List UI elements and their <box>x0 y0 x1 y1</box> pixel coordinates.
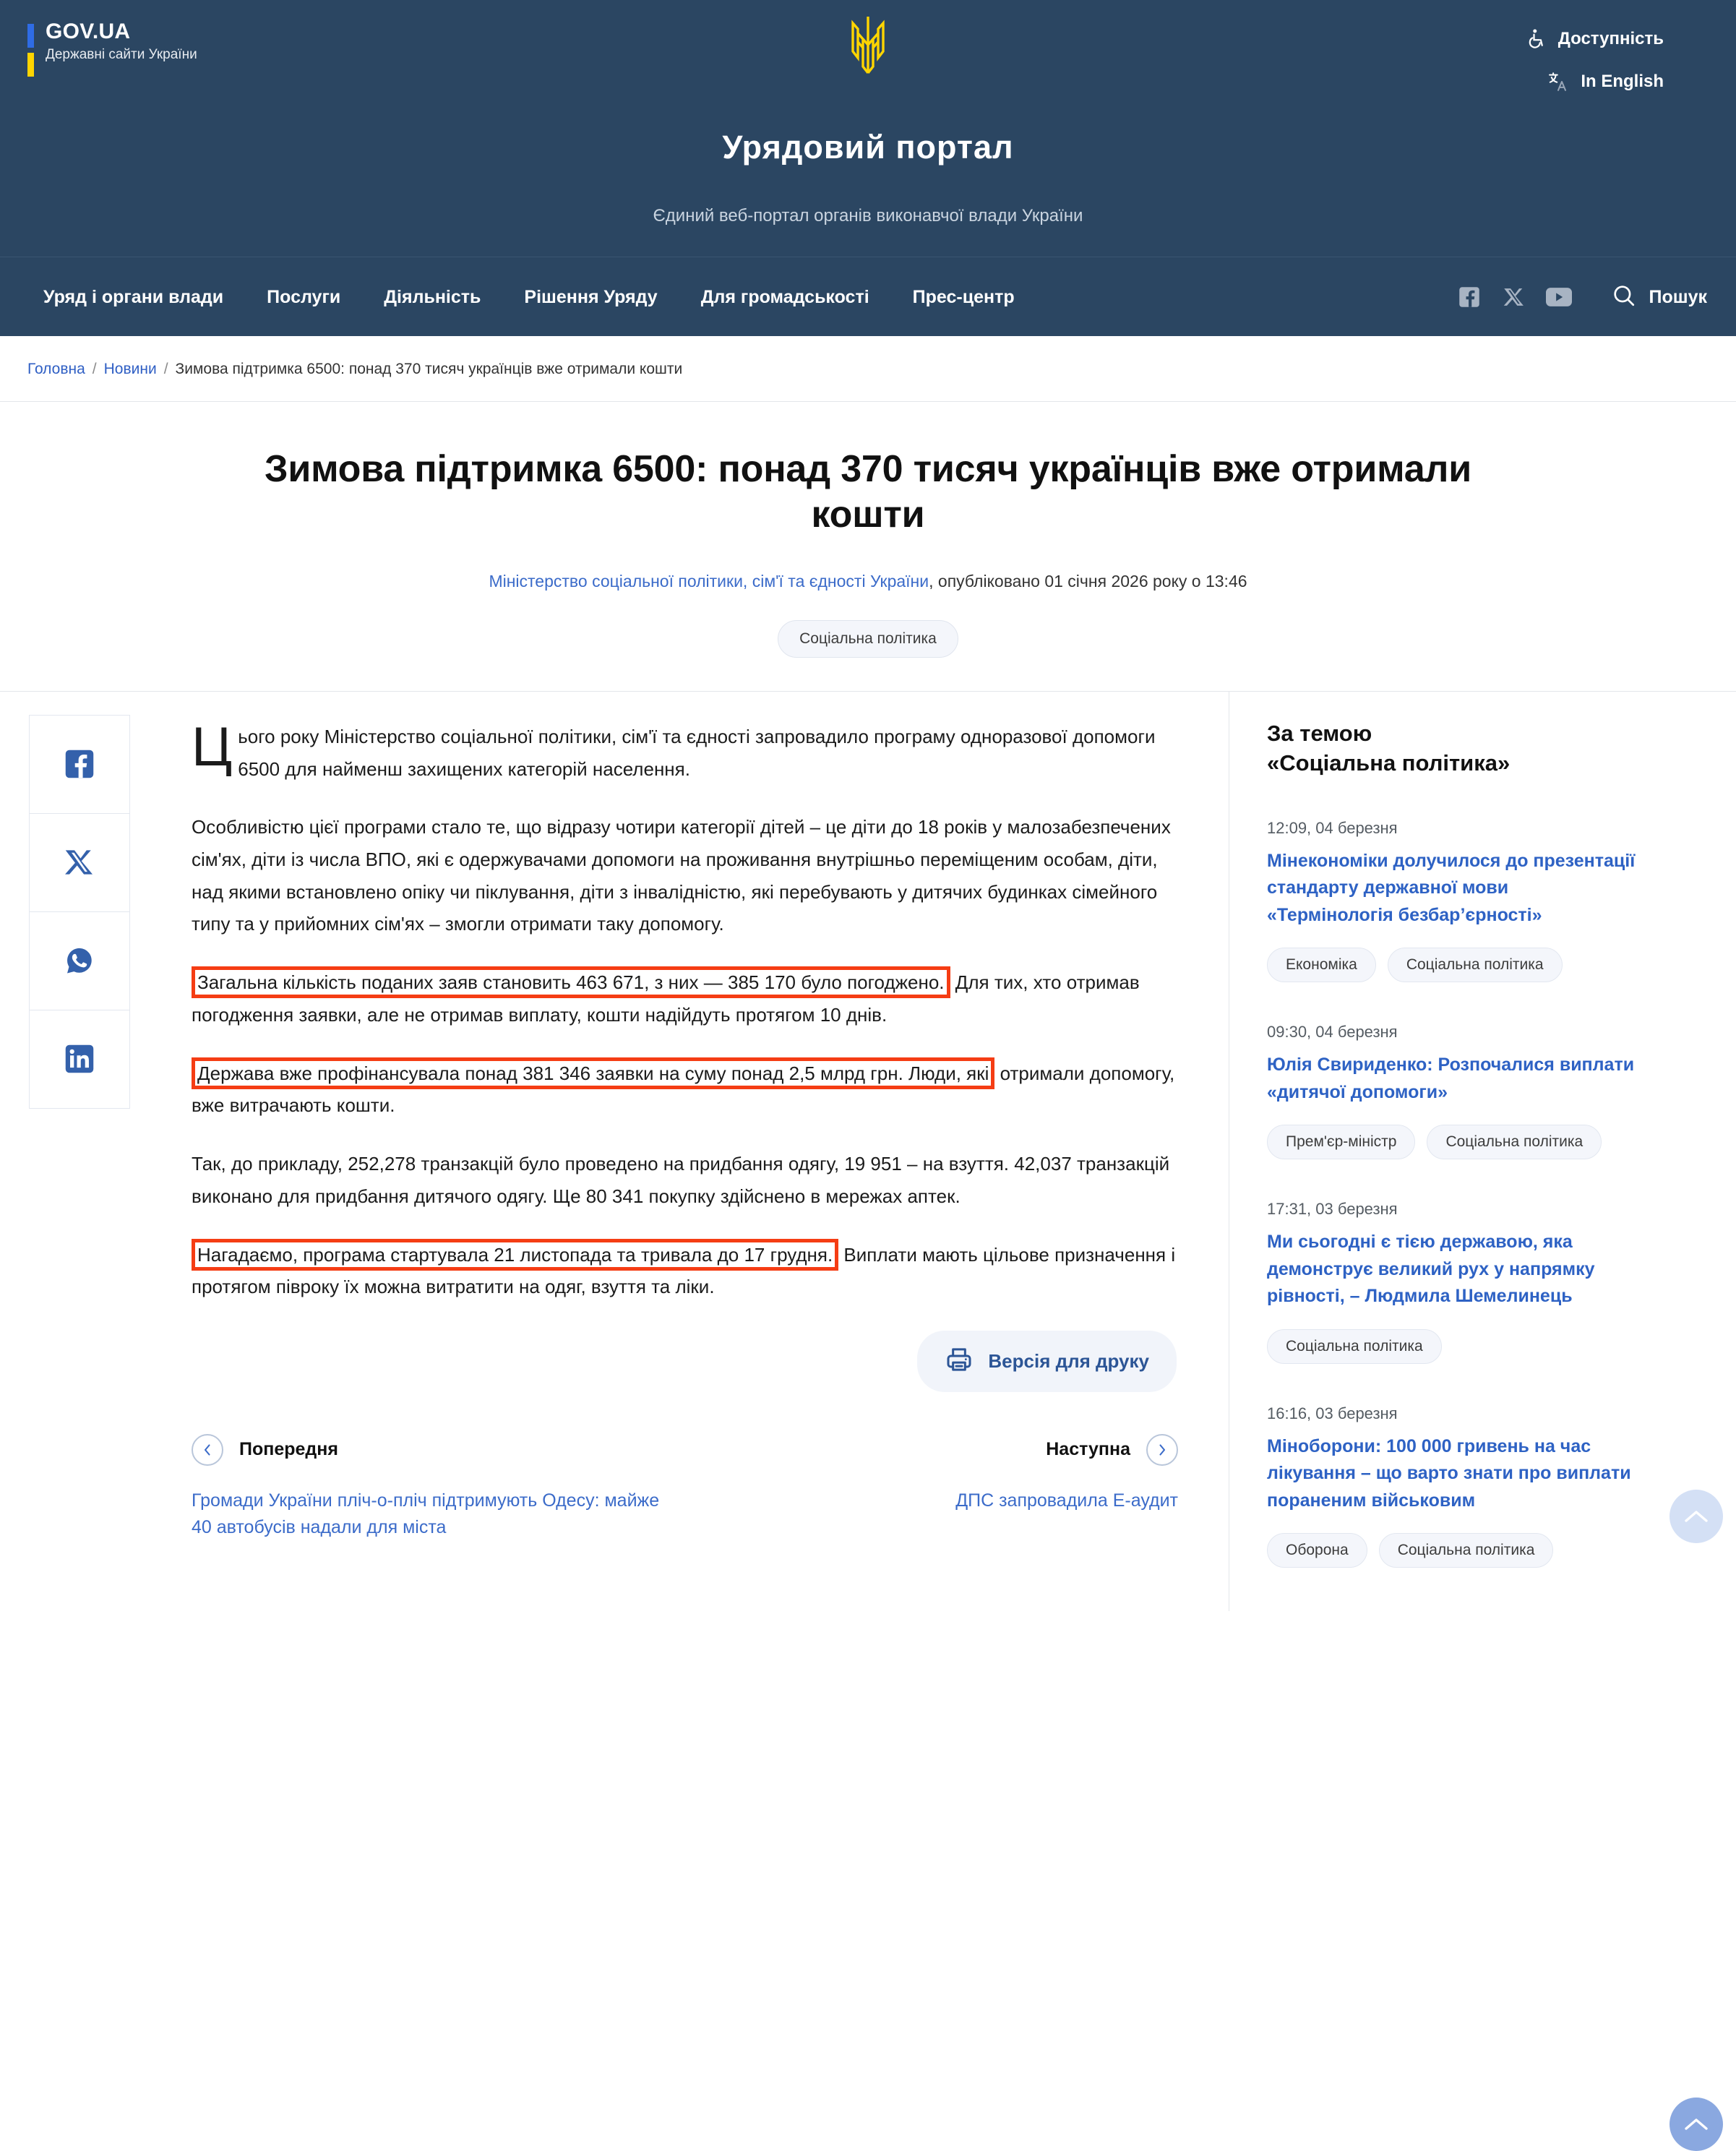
print-row <box>192 1331 1178 1392</box>
article-published: , опубліковано 01 січня 2026 року о 13:46 <box>929 571 1247 591</box>
nav-items-list <box>22 257 1036 337</box>
article-paragraph-1: Цього року Міністерство соціальної політики, сім'ї та єдності запровадило програму одноразової допомоги 6500 для найменш захищених категорій населення. <box>192 716 1156 780</box>
breadcrumb-current: Зимова підтримка 6500: понад 370 тисяч українців вже отримали кошти <box>175 361 683 377</box>
nav-right-group <box>1447 257 1708 337</box>
related-news-tag[interactable]: Соціальна політика <box>1267 1329 1442 1364</box>
article-paragraph-3 <box>192 966 1178 1031</box>
sidebar-title-line2: «Соціальна політика» <box>1267 750 1511 776</box>
facebook-icon[interactable] <box>1447 286 1492 308</box>
nav-item-government[interactable]: Уряд і органи влади <box>43 286 224 307</box>
highlight-funding-stat: Держава вже профінансувала понад 381 346 заявки на суму понад 2,5 млрд грн. Люди, які <box>192 1057 994 1089</box>
pagination-next-link[interactable]: ДПС запровадила Е-аудит <box>955 1490 1178 1511</box>
main-navigation <box>0 257 1736 336</box>
breadcrumb-news[interactable]: Новини <box>103 361 157 377</box>
share-whatsapp-button[interactable] <box>30 912 129 1010</box>
pagination-previous-label: Попередня <box>239 1439 338 1460</box>
article-meta <box>239 572 1497 591</box>
breadcrumb-bar <box>0 336 1736 402</box>
related-news-tag[interactable]: Прем'єр-міністр <box>1267 1125 1415 1159</box>
logo-bar-gap <box>27 48 34 53</box>
pagination-previous <box>192 1434 665 1542</box>
pagination-next-label: Наступна <box>1046 1439 1130 1460</box>
search-button[interactable] <box>1612 283 1708 312</box>
article-paragraph-4 <box>192 1057 1178 1122</box>
nav-item-services[interactable]: Послуги <box>267 286 341 307</box>
related-news-time: 17:31, 03 березня <box>1267 1200 1398 1219</box>
breadcrumb-home[interactable]: Головна <box>27 361 85 377</box>
share-linkedin-button[interactable] <box>30 1010 129 1109</box>
pagination-next <box>705 1434 1178 1542</box>
related-news-link[interactable]: Юлія Свириденко: Розпочалися виплати «дитячої допомоги» <box>1267 1055 1635 1102</box>
header-utility-links <box>1525 27 1664 93</box>
accessibility-label: Доступність <box>1557 29 1664 48</box>
related-news-link[interactable]: Міноборони: 100 000 гривень на час лікування – що варто знати про виплати пораненим військовим <box>1267 1435 1631 1511</box>
page-title: Зимова підтримка 6500: понад 370 тисяч українців вже отримали кошти <box>264 448 1472 536</box>
breadcrumb-separator-2: / <box>163 361 168 377</box>
scroll-to-top-button-lower[interactable] <box>1670 2098 1723 2151</box>
youtube-icon[interactable] <box>1537 286 1581 308</box>
related-news-item <box>1267 1200 1638 1364</box>
x-twitter-icon[interactable] <box>1492 286 1537 308</box>
share-facebook-button[interactable] <box>30 716 129 814</box>
related-news-tag[interactable]: Оборона <box>1267 1533 1367 1568</box>
article-paragraph-2: Особливістю цієї програми стало те, що відразу чотири категорії дітей – це діти до 18 років у малозабезпечених сім'ях, діти із числа ВПО, які є одержувачами допомоги на проживання внутрішньо переміщеним особам, діти, над якими встановлено опіку чи піклування, діти з інвалідністю, які перебувають у дитячих будинках сімейного типу та у прийомних сім'ях – змогли отримати таку допомогу. <box>192 816 1171 935</box>
nav-item-activity[interactable]: Діяльність <box>384 286 481 307</box>
logo-bar-blue <box>27 24 34 48</box>
article-paragraph-3-rest: Для тих, хто отримав погодження заявки, але не отримав виплату, кошти надійдуть протягом 10 днів. <box>192 971 1140 1026</box>
print-version-label: Версія для друку <box>988 1349 1149 1372</box>
article-body <box>130 692 1229 1611</box>
article-source-link[interactable]: Міністерство соціальної політики, сім'ї та єдності України <box>489 571 929 591</box>
share-sidebar <box>0 692 130 1611</box>
sidebar-title-line1: За темою <box>1267 720 1372 746</box>
govua-logo[interactable] <box>27 20 197 77</box>
govua-logo-title: GOV.UA <box>46 20 131 43</box>
share-buttons-box <box>29 715 130 1109</box>
related-news-tag[interactable]: Соціальна політика <box>1388 948 1563 982</box>
search-icon <box>1612 283 1636 312</box>
nav-item-press-center[interactable]: Прес-центр <box>912 286 1015 307</box>
related-news-link[interactable]: Мінекономіки долучилося до презентації стандарту державної мови «Термінологія безбар’єрності» <box>1267 850 1636 925</box>
related-news-tag[interactable]: Соціальна політика <box>1379 1533 1554 1568</box>
related-news-tags <box>1267 1329 1638 1364</box>
highlight-applications-stat: Загальна кількість поданих заяв становить 463 671, з них — 385 170 було погоджено. <box>192 966 950 998</box>
article-pagination <box>192 1434 1178 1585</box>
language-switch-link[interactable] <box>1547 71 1664 93</box>
article-paragraph-6-rest: Виплати мають цільове призначення і протягом півроку їх можна витратити на одяг, взуття та ліки. <box>192 1243 1176 1298</box>
chevron-right-icon[interactable] <box>1146 1434 1178 1466</box>
related-news-sidebar <box>1229 692 1677 1611</box>
search-label: Пошук <box>1649 286 1707 307</box>
language-switch-label: In English <box>1581 72 1664 91</box>
portal-title: Урядовий портал <box>722 129 1014 166</box>
printer-icon <box>945 1345 974 1378</box>
highlight-program-dates: Нагадаємо, програма стартувала 21 листопада та тривала до 17 грудня. <box>192 1239 838 1271</box>
article-header <box>0 402 1736 692</box>
related-news-item <box>1267 819 1638 983</box>
pagination-previous-link[interactable]: Громади України пліч-о-пліч підтримують Одесу: майже 40 автобусів надали для міста <box>192 1490 660 1538</box>
article-paragraph-6 <box>192 1239 1178 1303</box>
breadcrumb <box>27 361 1736 378</box>
nav-item-decisions[interactable]: Рішення Уряду <box>524 286 658 307</box>
related-news-link[interactable]: Ми сьогодні є тією державою, яка демонструє великий рух у напрямку рівності, – Людмила Шемелинець <box>1267 1232 1595 1307</box>
related-news-time: 16:16, 03 березня <box>1267 1404 1398 1422</box>
related-news-tags <box>1267 1125 1638 1159</box>
accessibility-link[interactable] <box>1525 27 1664 51</box>
share-x-twitter-button[interactable] <box>30 814 129 912</box>
chevron-left-icon[interactable] <box>192 1434 223 1466</box>
article-paragraph-5: Так, до прикладу, 252,278 транзакцій було проведено на придбання одягу, 19 951 – на взуття. 42,037 транзакцій виконано для придбання дитячого одягу. Ще 80 341 покупку здійснено в мережах аптек. <box>192 1153 1170 1207</box>
govua-logo-subtitle: Державні сайти України <box>46 46 197 62</box>
related-news-tag[interactable]: Соціальна політика <box>1427 1125 1602 1159</box>
related-news-time: 12:09, 04 березня <box>1267 818 1398 837</box>
related-news-item <box>1267 1404 1638 1568</box>
wheelchair-icon <box>1525 27 1547 51</box>
breadcrumb-separator-1: / <box>92 361 97 377</box>
article-category-chip[interactable]: Соціальна політика <box>778 620 958 658</box>
site-header <box>0 0 1736 336</box>
related-news-tags <box>1267 1533 1638 1568</box>
related-news-item <box>1267 1023 1638 1159</box>
logo-bar-yellow <box>27 53 34 77</box>
govua-logo-bars <box>27 24 34 77</box>
related-news-tags <box>1267 948 1638 982</box>
article-paragraph-4-rest: отримали допомогу, вже витрачають кошти. <box>192 1062 1175 1117</box>
ukraine-trident-icon <box>846 13 890 80</box>
scroll-to-top-button-upper[interactable] <box>1670 1490 1723 1543</box>
related-news-tag[interactable]: Економіка <box>1267 948 1376 982</box>
nav-item-public[interactable]: Для громадськості <box>700 286 869 307</box>
translate-icon <box>1547 71 1569 93</box>
print-version-button[interactable] <box>917 1331 1177 1392</box>
portal-subtitle: Єдиний веб-портал органів виконавчої влади України <box>653 206 1083 226</box>
main-layout <box>0 692 1736 1611</box>
related-news-time: 09:30, 04 березня <box>1267 1023 1398 1042</box>
